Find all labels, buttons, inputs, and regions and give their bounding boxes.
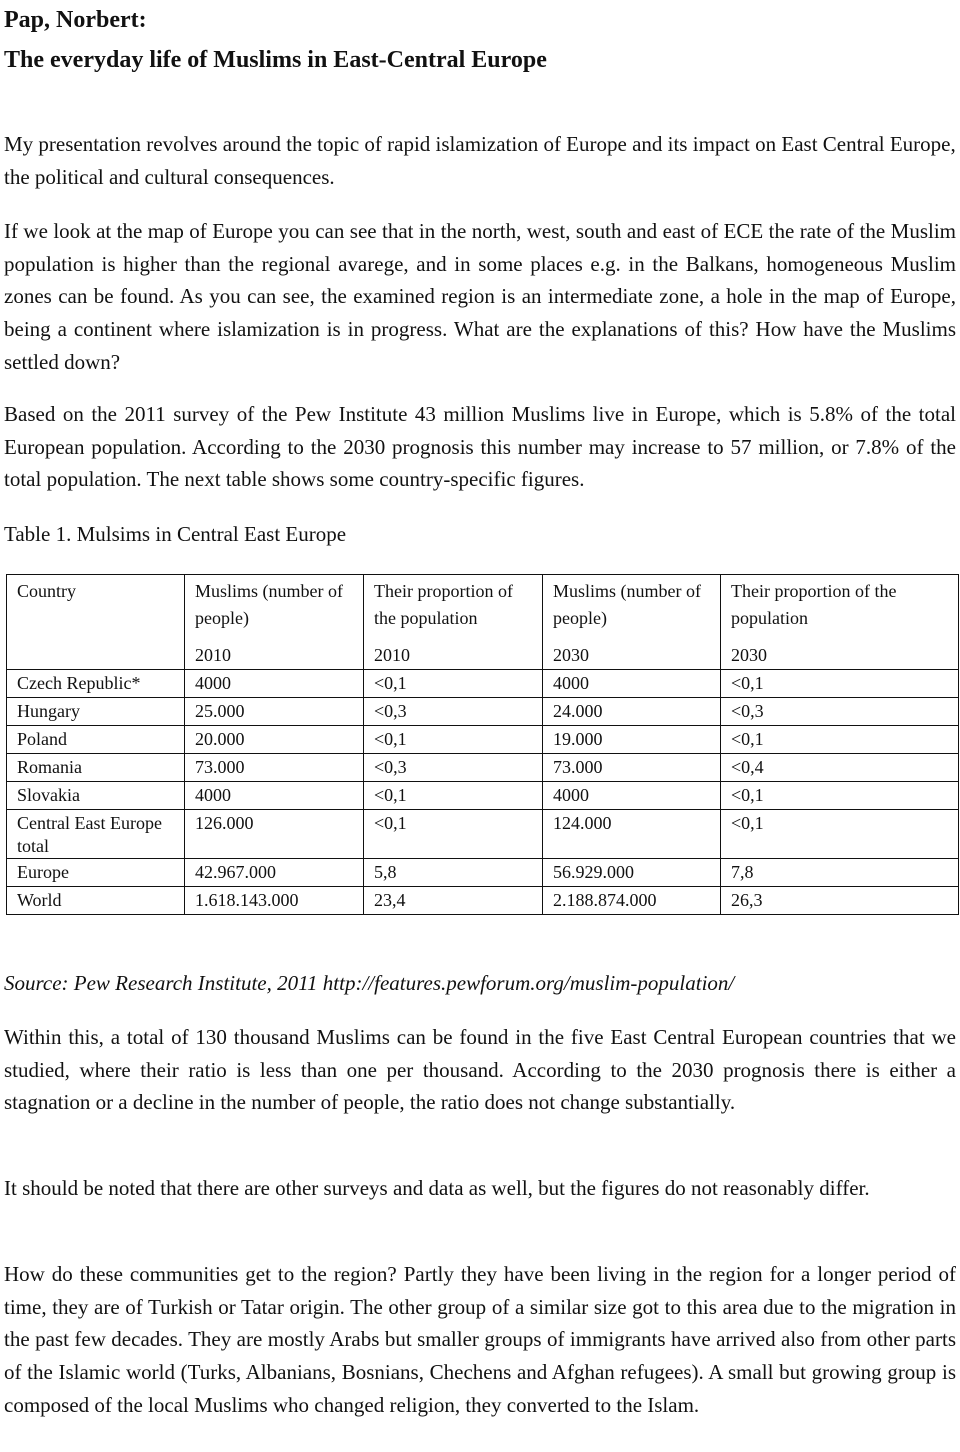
table-cell: 126.000 bbox=[185, 810, 364, 859]
table-row bbox=[7, 782, 959, 810]
source-citation: Source: Pew Research Institute, 2011 http://features.pewforum.org/muslim-population/ bbox=[4, 971, 735, 995]
table-cell: 20.000 bbox=[185, 726, 364, 754]
table-cell: 24.000 bbox=[543, 698, 721, 726]
year-cell: 2010 bbox=[185, 642, 364, 670]
table-cell: Romania bbox=[7, 754, 185, 782]
table-cell: <0,1 bbox=[364, 670, 543, 698]
table-cell: Czech Republic* bbox=[7, 670, 185, 698]
paragraph-survey: Based on the 2011 survey of the Pew Institute 43 million Muslims live in Europe, which is 5.8% of the total European population. According to the 2030 prognosis this number may increase to 57 million, or 7.8% of the total population. The next table shows some country-specific figures. bbox=[4, 402, 956, 492]
header-muslims-2010: Muslims (number of people) bbox=[185, 575, 364, 643]
paragraph-intro: My presentation revolves around the topic of rapid islamization of Europe and its impact on East Central Europe, the political and cultural consequences. bbox=[4, 132, 956, 189]
paragraph-communities: How do these communities get to the region? Partly they have been living in the region for a longer period of time, they are of Turkish or Tatar origin. The other group of a similar size got to this area due to the migration in the past few decades. They are mostly Arabs but smaller groups of immigrants have arrived also from other parts of the Islamic world (Turks, Albanians, Bosnians, Chechens and Afghan refugees). A small but growing group is composed of the local Muslims who changed religion, they converted to the Islam. bbox=[4, 1262, 956, 1417]
table-row bbox=[7, 754, 959, 782]
table-caption: Table 1. Mulsims in Central East Europe bbox=[4, 522, 347, 546]
year-cell: 2010 bbox=[364, 642, 543, 670]
table-cell: 4000 bbox=[543, 782, 721, 810]
table-cell: 42.967.000 bbox=[185, 859, 364, 887]
year-cell: 2030 bbox=[543, 642, 721, 670]
table-row bbox=[7, 810, 959, 859]
table-row bbox=[7, 670, 959, 698]
table-cell: <0,1 bbox=[721, 670, 959, 698]
table-row bbox=[7, 698, 959, 726]
table-cell: Central East Europe total bbox=[7, 810, 185, 859]
table-cell: 2.188.874.000 bbox=[543, 887, 721, 915]
table-cell: 1.618.143.000 bbox=[185, 887, 364, 915]
paragraph-within: Within this, a total of 130 thousand Muslims can be found in the five East Central European countries that we studied, where their ratio is less than one per thousand. According to the 2030 prognosis there is either a stagnation or a decline in the number of people, the ratio does not change substantially. bbox=[4, 1025, 956, 1115]
table-cell: World bbox=[7, 887, 185, 915]
header-muslims-2030: Muslims (number of people) bbox=[543, 575, 721, 643]
table-cell: <0,1 bbox=[364, 810, 543, 859]
header-proportion-2030: Their proportion of the population bbox=[721, 575, 959, 643]
table-year-row bbox=[7, 642, 959, 670]
table-cell: 4000 bbox=[543, 670, 721, 698]
table-cell: 7,8 bbox=[721, 859, 959, 887]
table-row bbox=[7, 859, 959, 887]
table-cell: <0,4 bbox=[721, 754, 959, 782]
year-cell bbox=[7, 642, 185, 670]
table-cell: 73.000 bbox=[543, 754, 721, 782]
table-cell: 23,4 bbox=[364, 887, 543, 915]
table-cell: 4000 bbox=[185, 670, 364, 698]
table-cell: Slovakia bbox=[7, 782, 185, 810]
table-cell: <0,1 bbox=[364, 726, 543, 754]
table-cell: 5,8 bbox=[364, 859, 543, 887]
year-cell: 2030 bbox=[721, 642, 959, 670]
document-title bbox=[4, 0, 956, 80]
table-cell: 26,3 bbox=[721, 887, 959, 915]
table-cell: Europe bbox=[7, 859, 185, 887]
author-line: Pap, Norbert: bbox=[4, 7, 147, 33]
table-cell: 73.000 bbox=[185, 754, 364, 782]
table-cell: 56.929.000 bbox=[543, 859, 721, 887]
title-line: The everyday life of Muslims in East-Central Europe bbox=[4, 47, 547, 73]
table-cell: <0,1 bbox=[721, 782, 959, 810]
paragraph-map: If we look at the map of Europe you can see that in the north, west, south and east of ECE the rate of the Muslim population is higher than the regional avarege, and in some places e.g. in the Balkans, homogeneous Muslim zones can be found. As you can see, the examined region is an intermediate zone, a hole in the map of Europe, being a continent where islamization is in progress. What are the explanations of this? How have the Muslims settled down? bbox=[4, 219, 956, 374]
table-cell: <0,3 bbox=[364, 698, 543, 726]
table-cell: <0,1 bbox=[364, 782, 543, 810]
table-cell: <0,3 bbox=[364, 754, 543, 782]
table-header-row bbox=[7, 575, 959, 643]
table-cell: 4000 bbox=[185, 782, 364, 810]
table-cell: <0,1 bbox=[721, 726, 959, 754]
header-proportion-2010: Their proportion of the population bbox=[364, 575, 543, 643]
table-row bbox=[7, 726, 959, 754]
table-cell: 19.000 bbox=[543, 726, 721, 754]
table-cell: 25.000 bbox=[185, 698, 364, 726]
table-cell: <0,3 bbox=[721, 698, 959, 726]
muslims-table bbox=[6, 574, 959, 915]
paragraph-note: It should be noted that there are other surveys and data as well, but the figures do not reasonably differ. bbox=[4, 1176, 870, 1200]
table-cell: 124.000 bbox=[543, 810, 721, 859]
header-country: Country bbox=[7, 575, 185, 643]
table-cell: Hungary bbox=[7, 698, 185, 726]
table-cell: Poland bbox=[7, 726, 185, 754]
table-cell: <0,1 bbox=[721, 810, 959, 859]
table-row bbox=[7, 887, 959, 915]
